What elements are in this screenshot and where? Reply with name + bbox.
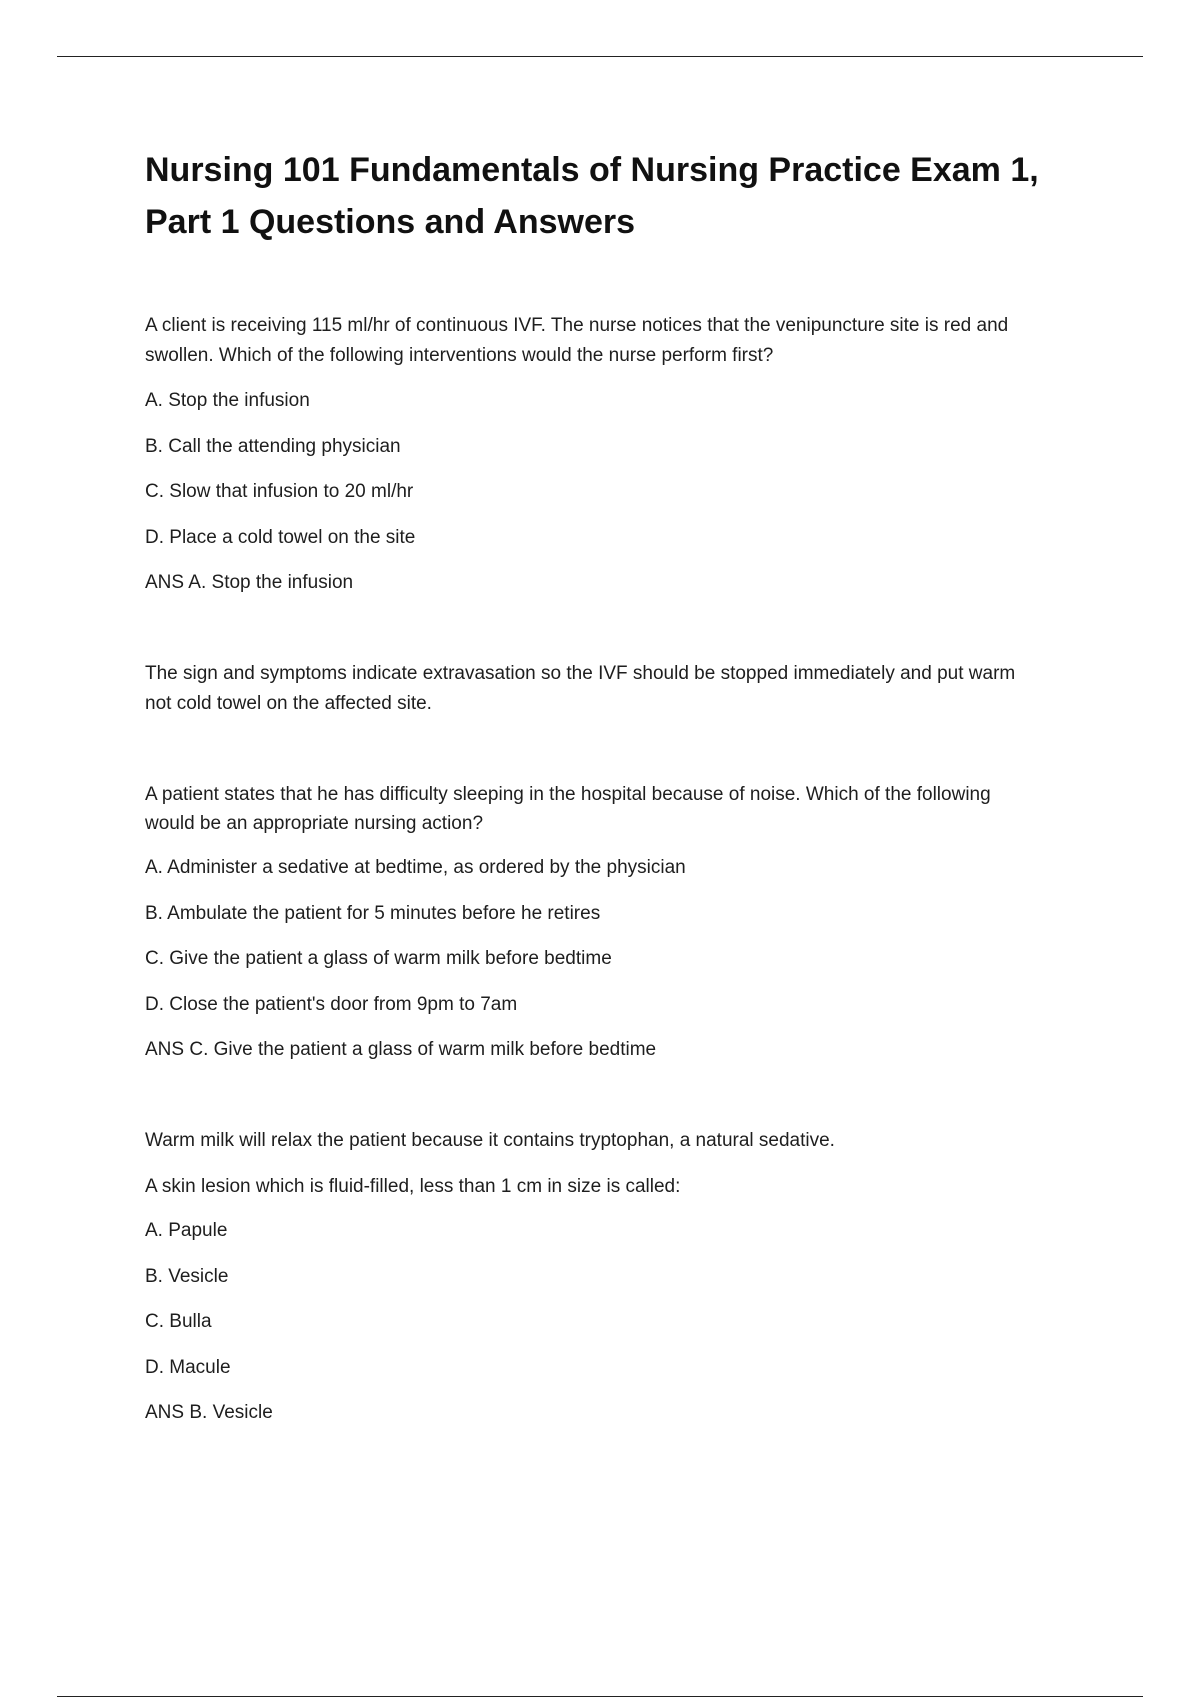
title-line-1: Nursing 101 Fundamentals of Nursing Practice Exam 1, bbox=[145, 151, 1039, 189]
question-2-stem-line-2: would be an appropriate nursing action? bbox=[145, 813, 484, 834]
question-2-answer: ANS C. Give the patient a glass of warm milk before bedtime bbox=[145, 1039, 657, 1060]
question-2-option-a: A. Administer a sedative at bedtime, as ordered by the physician bbox=[145, 857, 686, 878]
title-line-2: Part 1 Questions and Answers bbox=[145, 203, 635, 241]
top-rule bbox=[57, 56, 1143, 57]
question-3-option-c: C. Bulla bbox=[145, 1311, 212, 1332]
bottom-rule bbox=[57, 1696, 1143, 1697]
question-1-option-a: A. Stop the infusion bbox=[145, 390, 310, 411]
question-1-option-d: D. Place a cold towel on the site bbox=[145, 527, 416, 548]
question-3-option-a: A. Papule bbox=[145, 1220, 228, 1241]
question-1-rationale-line-2: not cold towel on the affected site. bbox=[145, 693, 432, 714]
document-title bbox=[145, 144, 1085, 248]
question-1-option-c: C. Slow that infusion to 20 ml/hr bbox=[145, 481, 414, 502]
question-1-rationale-line-1: The sign and symptoms indicate extravasation so the IVF should be stopped immediately and put warm bbox=[145, 663, 1016, 684]
question-1-answer: ANS A. Stop the infusion bbox=[145, 572, 354, 593]
question-2-stem-line-1: A patient states that he has difficulty sleeping in the hospital because of noise. Which of the following bbox=[145, 784, 991, 805]
question-3-option-d: D. Macule bbox=[145, 1357, 231, 1378]
question-3-option-b: B. Vesicle bbox=[145, 1266, 229, 1287]
question-1-stem-line-2: swollen. Which of the following interventions would the nurse perform first? bbox=[145, 345, 774, 366]
question-1-stem-line-1: A client is receiving 115 ml/hr of continuous IVF. The nurse notices that the venipuncture site is red and bbox=[145, 315, 1009, 336]
question-3-stem: A skin lesion which is fluid-filled, less than 1 cm in size is called: bbox=[145, 1176, 681, 1197]
question-2-option-b: B. Ambulate the patient for 5 minutes before he retires bbox=[145, 903, 601, 924]
question-2-option-c: C. Give the patient a glass of warm milk before bedtime bbox=[145, 948, 612, 969]
question-3-answer: ANS B. Vesicle bbox=[145, 1402, 273, 1423]
question-2-option-d: D. Close the patient's door from 9pm to 7am bbox=[145, 994, 518, 1015]
question-2-rationale: Warm milk will relax the patient because it contains tryptophan, a natural sedative. bbox=[145, 1130, 835, 1151]
question-1-option-b: B. Call the attending physician bbox=[145, 436, 401, 457]
